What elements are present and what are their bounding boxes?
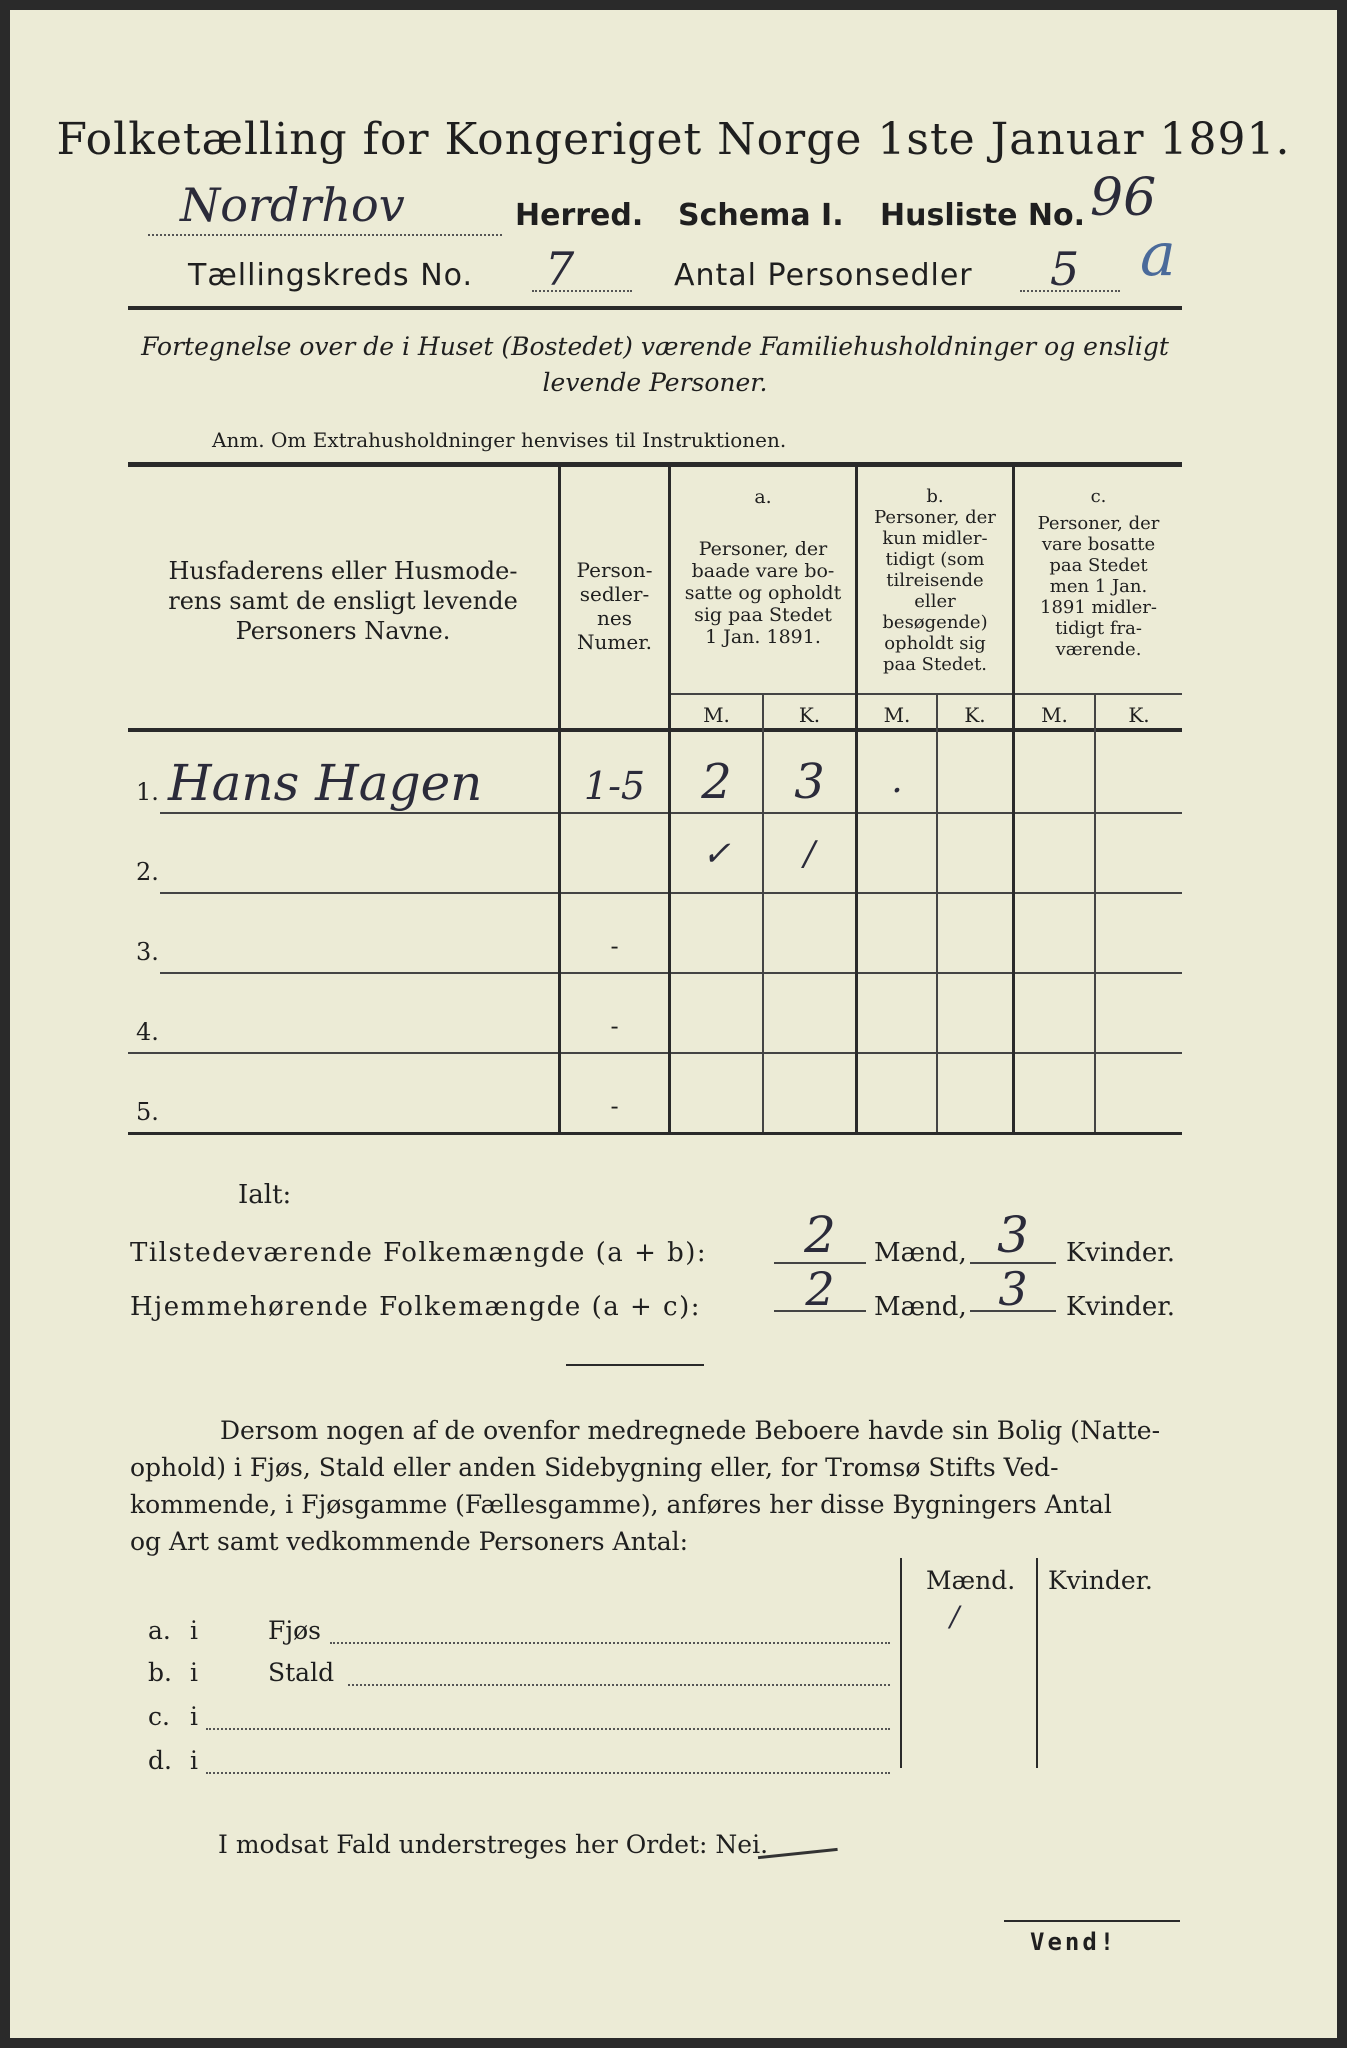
row-rule-2 (160, 892, 1182, 894)
nei-underline (758, 1848, 838, 1863)
hjemme-kvinder-label: Kvinder. (1066, 1292, 1176, 1322)
antal-value: 5 (1050, 242, 1080, 296)
header-col-b-line-7: opholdt sig (884, 633, 986, 654)
herred-label: Herred. (515, 198, 644, 233)
header-num-line-1: Person- (576, 558, 653, 582)
header-name-line-2: rens samt de ensligt levende (168, 587, 518, 615)
kreds-value: 7 (545, 242, 575, 296)
row-a-m: ✓ (702, 834, 731, 874)
section-separator (566, 1364, 704, 1366)
header-col-c-line-7: værende. (1055, 639, 1142, 660)
buildings-maend-header: Mænd. (926, 1566, 1016, 1595)
modsat-text: I modsat Fald understreges her Ordet: Nei. (218, 1830, 769, 1859)
header-col-c-line-2: vare bosatte (1041, 534, 1156, 555)
col-c-m-label: M. (1041, 703, 1068, 727)
row-number: 1. (136, 778, 159, 806)
col-b-m-label: M. (883, 703, 911, 727)
buildings-para-line-2: ophold) i Fjøs, Stald eller anden Sidebygning eller, for Tromsø Stifts Ved- (130, 1453, 1059, 1482)
building-i: i (190, 1658, 198, 1687)
table-top-rule (128, 462, 1182, 467)
vend-text: Vend! (1030, 1928, 1118, 1956)
table-bottom-rule (128, 1132, 1182, 1135)
header-col-a-line-3: satte og opholdt (684, 582, 842, 604)
header-col-c-line-1: Personer, der (1037, 513, 1160, 534)
header-col-a (671, 486, 855, 648)
building-letter: d. (148, 1746, 172, 1775)
building-dotted-line (348, 1674, 890, 1686)
mk-subheader-rule (670, 693, 1182, 695)
row-rule-1 (160, 812, 1182, 814)
row-name: Hans Hagen (168, 754, 483, 812)
tilstede-maend-label: Mænd, (874, 1238, 967, 1268)
col-a-m-label: M. (703, 703, 730, 727)
building-letter: c. (148, 1702, 170, 1731)
header-name-line-1: Husfaderens eller Husmode- (168, 557, 518, 585)
col-c-k-label: K. (1128, 703, 1150, 727)
building-i: i (190, 1746, 198, 1775)
building-dotted-line (330, 1632, 890, 1644)
header-col-b (858, 486, 1012, 675)
building-letter: a. (148, 1616, 171, 1645)
buildings-para-line-4: og Art samt vedkommende Personers Antal: (130, 1527, 689, 1556)
header-col-a-line-2: baade vare bo- (691, 560, 835, 582)
vend-rule (1004, 1920, 1180, 1922)
tilstede-kvinder-label: Kvinder. (1066, 1238, 1176, 1268)
row-rule-3 (160, 972, 1182, 974)
building-label: Stald (268, 1658, 335, 1687)
header-col-c-line-4: men 1 Jan. (1049, 576, 1148, 597)
header-col-c-line-6: tidigt fra- (1055, 618, 1142, 639)
intro-line-1: Fortegnelse over de i Huset (Bostedet) værende Familiehusholdninger og ensligt (141, 332, 1169, 361)
buildings-divider-1 (900, 1558, 902, 1768)
hjemme-maend: 2 (805, 1262, 835, 1316)
buildings-divider-2 (1036, 1558, 1038, 1768)
row-rule-4 (128, 1052, 1182, 1054)
row-number: 4. (136, 1018, 159, 1046)
buildings-para-line-3: kommende, i Fjøsgamme (Fællesgamme), anføres her disse Bygningers Antal (130, 1490, 1112, 1519)
header-rule (128, 306, 1182, 310)
header-col-b-line-3: tidigt (som (885, 549, 985, 570)
building-dotted-line (206, 1762, 890, 1774)
row-a-m: 2 (701, 754, 732, 810)
row-number: 2. (136, 858, 159, 886)
building-dotted-line (206, 1718, 890, 1730)
husliste-label: Husliste No. (880, 198, 1085, 233)
row-number: 3. (136, 938, 159, 966)
col-divider-c-mk (1094, 695, 1096, 1132)
header-col-c (1015, 486, 1182, 660)
header-name-line-3: Personers Navne. (235, 617, 451, 645)
header-col-b-letter: b. (926, 486, 944, 507)
header-col-b-line-2: kun midler- (882, 528, 988, 549)
table-header-bottom-rule (128, 728, 1182, 732)
hjemme-maend-label: Mænd, (874, 1292, 967, 1322)
row-number: 5. (136, 1098, 159, 1126)
buildings-para-line-1: Dersom nogen af de ovenfor medregnede Beboere havde sin Bolig (Natte- (220, 1416, 1161, 1445)
header-col-a-line-1: Personer, der (698, 538, 828, 560)
building-i: i (190, 1616, 198, 1645)
row-persons: - (610, 1012, 619, 1040)
row-b-m: . (891, 760, 903, 801)
header-num-line-3: nes (597, 606, 632, 630)
building-letter: b. (148, 1658, 172, 1687)
header-col-c-line-3: paa Stedet (1049, 555, 1148, 576)
form-title: Folketælling for Kongeriget Norge 1ste Januar 1891. (56, 114, 1291, 165)
header-col-a-line-5: 1 Jan. 1891. (705, 626, 821, 648)
tilstede-kvinder: 3 (997, 1206, 1029, 1264)
header-col-c-letter: c. (1090, 486, 1107, 507)
header-col-b-line-6: besøgende) (882, 612, 988, 633)
row-persons: - (610, 932, 619, 960)
row-persons: 1-5 (583, 764, 646, 808)
antal-label: Antal Personsedler (674, 258, 973, 293)
tilstede-maend: 2 (804, 1206, 836, 1264)
buildings-kvinder-header: Kvinder. (1048, 1566, 1153, 1595)
col-b-k-label: K. (964, 703, 986, 727)
buildings-paragraph (130, 1412, 1184, 1560)
row-a-k: / (803, 834, 816, 874)
header-name-col (128, 556, 558, 646)
col-divider-b-mk (936, 695, 938, 1132)
header-col-a-line-4: sig paa Stedet (694, 604, 832, 626)
tilstede-label: Tilstedeværende Folkemængde (a + b): (130, 1238, 708, 1268)
building-i: i (190, 1702, 198, 1731)
buildings-maend-mark: / (950, 1600, 960, 1633)
col-a-k-label: K. (798, 703, 821, 727)
header-col-a-letter: a. (754, 486, 772, 508)
header-col-b-line-4: tilreisende (886, 570, 984, 591)
row-persons: - (610, 1092, 619, 1120)
herred-value: Nordrhov (180, 178, 405, 232)
intro-note: Anm. Om Extrahusholdninger henvises til Instruktionen. (212, 428, 787, 452)
header-num-col (561, 558, 668, 654)
schema-label: Schema I. (678, 198, 844, 233)
hjemme-label: Hjemmehørende Folkemængde (a + c): (130, 1292, 701, 1322)
header-col-b-line-5: eller (914, 591, 956, 612)
header-col-b-line-1: Personer, der (874, 507, 996, 528)
annotation-mark: a (1140, 220, 1176, 290)
census-form-page (10, 10, 1337, 2038)
building-label: Fjøs (268, 1616, 321, 1645)
header-col-c-line-5: 1891 midler- (1040, 597, 1157, 618)
header-col-b-line-8: paa Stedet. (882, 654, 988, 675)
kreds-label: Tællingskreds No. (188, 258, 473, 293)
ialt-label: Ialt: (238, 1180, 292, 1210)
intro-line-2: levende Personer. (542, 368, 768, 397)
husliste-value: 96 (1090, 168, 1157, 228)
row-a-k: 3 (794, 754, 825, 810)
header-num-line-2: sedler- (579, 582, 650, 606)
hjemme-kvinder: 3 (998, 1262, 1028, 1316)
header-num-line-4: Numer. (577, 630, 652, 654)
